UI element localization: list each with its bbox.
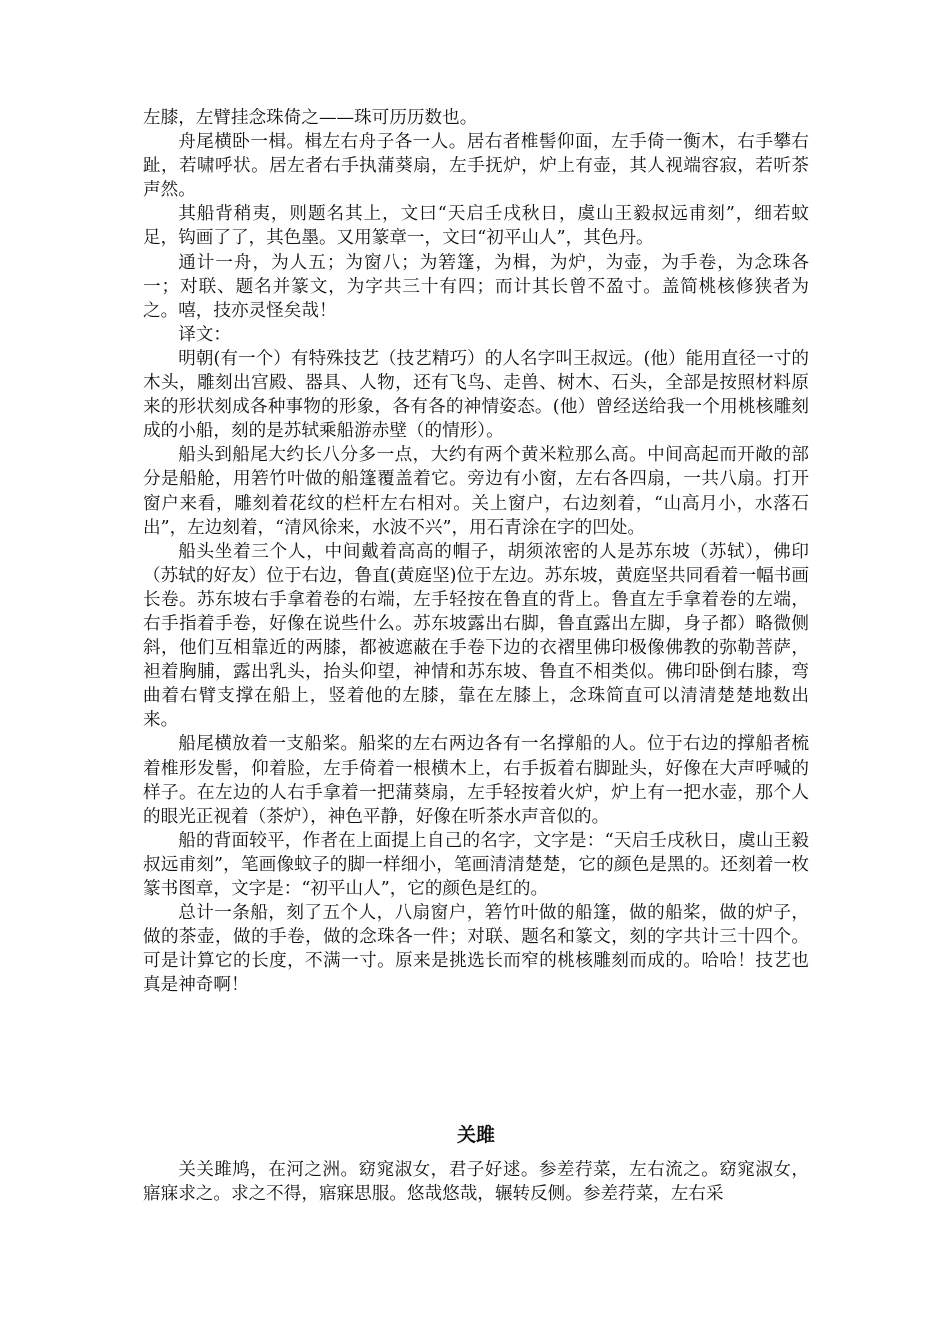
- section-title: 关雎: [456, 1124, 495, 1146]
- paragraph: 船的背面较平，作者在上面提上自己的名字，文字是：“天启壬戌秋日，虞山王毅叔远甫刻”，笔画像蚊子的脚一样细小，笔画清清楚楚，它的颜色是黑的。还刻着一枚篆书图章，文字是：“初平山人”，它的颜色是红的。: [143, 830, 809, 899]
- paragraph: 其船背稍夷，则题名其上，文曰“天启壬戌秋日，虞山王毅叔远甫刻”，细若蚊足，钩画了了，其色墨。又用篆章一，文曰“初平山人”，其色丹。: [143, 204, 809, 249]
- translation-heading: 译文：: [178, 324, 231, 345]
- section-text: [143, 1158, 809, 1206]
- paragraph: 船头坐着三个人，中间戴着高高的帽子，胡须浓密的人是苏东坡（苏轼），佛印（苏轼的好友）位于右边，鲁直(黄庭坚)位于左边。苏东坡，黄庭坚共同看着一幅书画长卷。苏东坡右手拿着卷的右端，左手轻按在鲁直的背上。鲁直左手拿着卷的左端，右手指着手卷，好像在说些什么。苏东坡露出右脚，鲁直露出左脚，身子都）略微侧斜，他们互相靠近的两膝，都被遮蔽在手卷下边的衣褶里佛印极像佛教的弥勒菩萨，袒着胸脯，露出乳头，抬头仰望，神情和苏东坡、鲁直不相类似。佛印卧倒右膝，弯曲着右臂支撑在船上，竖着他的左膝，靠在左膝上，念珠简直可以清清楚楚地数出来。: [143, 541, 809, 731]
- paragraph: 船头到船尾大约长八分多一点，大约有两个黄米粒那么高。中间高起而开敞的部分是船舱，用箬竹叶做的船篷覆盖着它。旁边有小窗，左右各四扇，一共八扇。打开窗户来看，雕刻着花纹的栏杆左右相对。关上窗户，右边刻着，“山高月小，水落石出”，左边刻着，“清风徐来，水波不兴”，用石青涂在字的凹处。: [143, 445, 809, 538]
- paragraph: 通计一舟，为人五；为窗八；为箬篷，为楫，为炉，为壶，为手卷，为念珠各一；对联、题名并篆文，为字共三十有四；而计其长曾不盈寸。盖简桃核修狭者为之。嘻，技亦灵怪矣哉！: [143, 252, 809, 321]
- paragraph: 舟尾横卧一楫。楫左右舟子各一人。居右者椎髻仰面，左手倚一衡木，右手攀右趾，若啸呼状。居左者右手执蒲葵扇，左手抚炉，炉上有壶，其人视端容寂，若听茶声然。: [143, 132, 809, 201]
- main-text: [143, 106, 809, 997]
- paragraph: 明朝(有一个）有特殊技艺（技艺精巧）的人名字叫王叔远。(他）能用直径一寸的木头，雕刻出宫殿、器具、人物，还有飞鸟、走兽、树木、石头，全部是按照材料原来的形状刻成各种事物的形象，各有各的神情姿态。(他）曾经送给我一个用桃核雕刻成的小船，刻的是苏轼乘船游赤壁（的情形）。: [143, 348, 809, 442]
- poem-paragraph: 关关雎鸠，在河之洲。窈窕淑女，君子好逑。参差荇菜，左右流之。窈窕淑女，寤寐求之。求之不得，寤寐思服。悠哉悠哉，辗转反侧。参差荇菜，左右采: [143, 1160, 809, 1205]
- paragraph: 左膝，左臂挂念珠倚之——珠可历历数也。: [143, 108, 478, 128]
- paragraph: 总计一条船，刻了五个人，八扇窗户，箬竹叶做的船篷，做的船桨，做的炉子，做的茶壶，做的手卷，做的念珠各一件；对联、题名和篆文，刻的字共计三十四个。可是计算它的长度，不满一寸。原来是挑选长而窄的桃核雕刻而成的。哈哈！技艺也真是神奇啊！: [143, 903, 809, 996]
- paragraph: 船尾横放着一支船桨。船桨的左右两边各有一名撑船的人。位于右边的撑船者梳着椎形发髻，仰着脸，左手倚着一根横木上，右手扳着右脚趾头，好像在大声呼喊的样子。在左边的人右手拿着一把蒲葵扇，左手轻按着火炉，炉上有一把水壶，那个人的眼光正视着（茶炉），神色平静，好像在听茶水声音似的。: [143, 734, 809, 827]
